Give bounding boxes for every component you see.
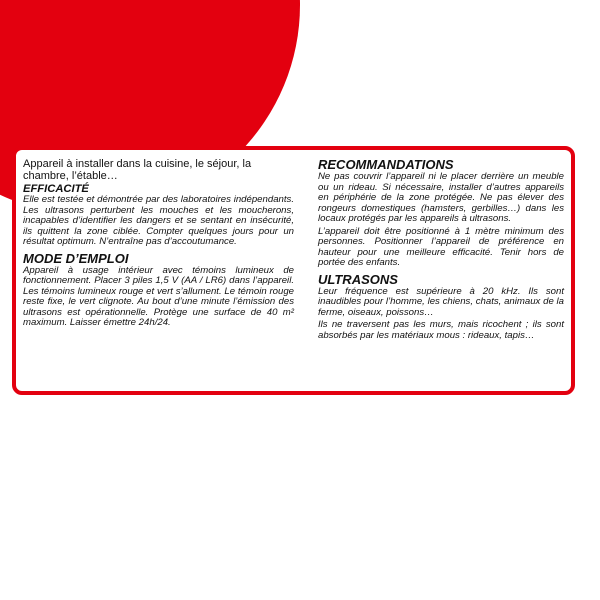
recommandations-heading: RECOMMANDATIONS	[318, 157, 454, 172]
efficacite-heading: EFFICACITÉ	[23, 183, 89, 195]
mode-emploi-text: Appareil à usage intérieur avec témoins lumineux de fonctionnement. Placer 3 piles 1,5 V (AA / LR6) dans l’appareil. Les témoins lumineux rouge et vert s’allument. Le témoin rouge reste fixe, le vert clignote. Au bout d’une minute l’émission des ultrasons est opérationnelle. Protège une surface de 40 m² maximum. Laisser émettre 24h/24.	[23, 264, 294, 328]
ultrasons-text-2: Ils ne traversent pas les murs, mais ricochent ; ils sont absorbés par les matériaux mous : rideaux, tapis…	[318, 319, 564, 341]
recommandations-text-1: Ne pas couvrir l’appareil ni le placer derrière un meuble ou un rideau. Si nécessaire, installer d’autres appareils en périphérie de la zone protégée. Ne pas élever des rongeurs domestiques (hamsters, gerbilles…) dans les locaux protégés par les appareils à ultrasons.	[318, 171, 564, 224]
ultrasons-text-1: Leur fréquence est supérieure à 20 kHz. Ils sont inaudibles pour l’homme, les chiens, chats, animaux de la ferme, oiseaux, poissons…	[318, 285, 564, 318]
recommandations-text-2: L’appareil doit être positionné à 1 mètre minimum des personnes. Positionner l’appareil de préférence en hauteur pour une meilleure efficacité. Tenir hors de portée des enfants.	[318, 225, 564, 268]
ultrasons-heading: ULTRASONS	[318, 271, 398, 287]
mode-emploi-heading: MODE D’EMPLOI	[23, 250, 129, 266]
efficacite-text: Elle est testée et démontrée par des laboratoires indépendants. Les ultrasons perturbent les mouches et les moucherons, incapables d’identifier les dangers et se sentant en insécurité, ils quittent la zone ciblée. Compter quelques jours pour un résultat optimum. N’entraîne pas d’accoutumance.	[23, 194, 294, 247]
intro-text: Appareil à installer dans la cuisine, le séjour, la chambre, l’étable…	[23, 158, 252, 182]
instructions-panel	[12, 146, 575, 395]
right-column	[318, 158, 564, 343]
left-column	[23, 158, 294, 331]
